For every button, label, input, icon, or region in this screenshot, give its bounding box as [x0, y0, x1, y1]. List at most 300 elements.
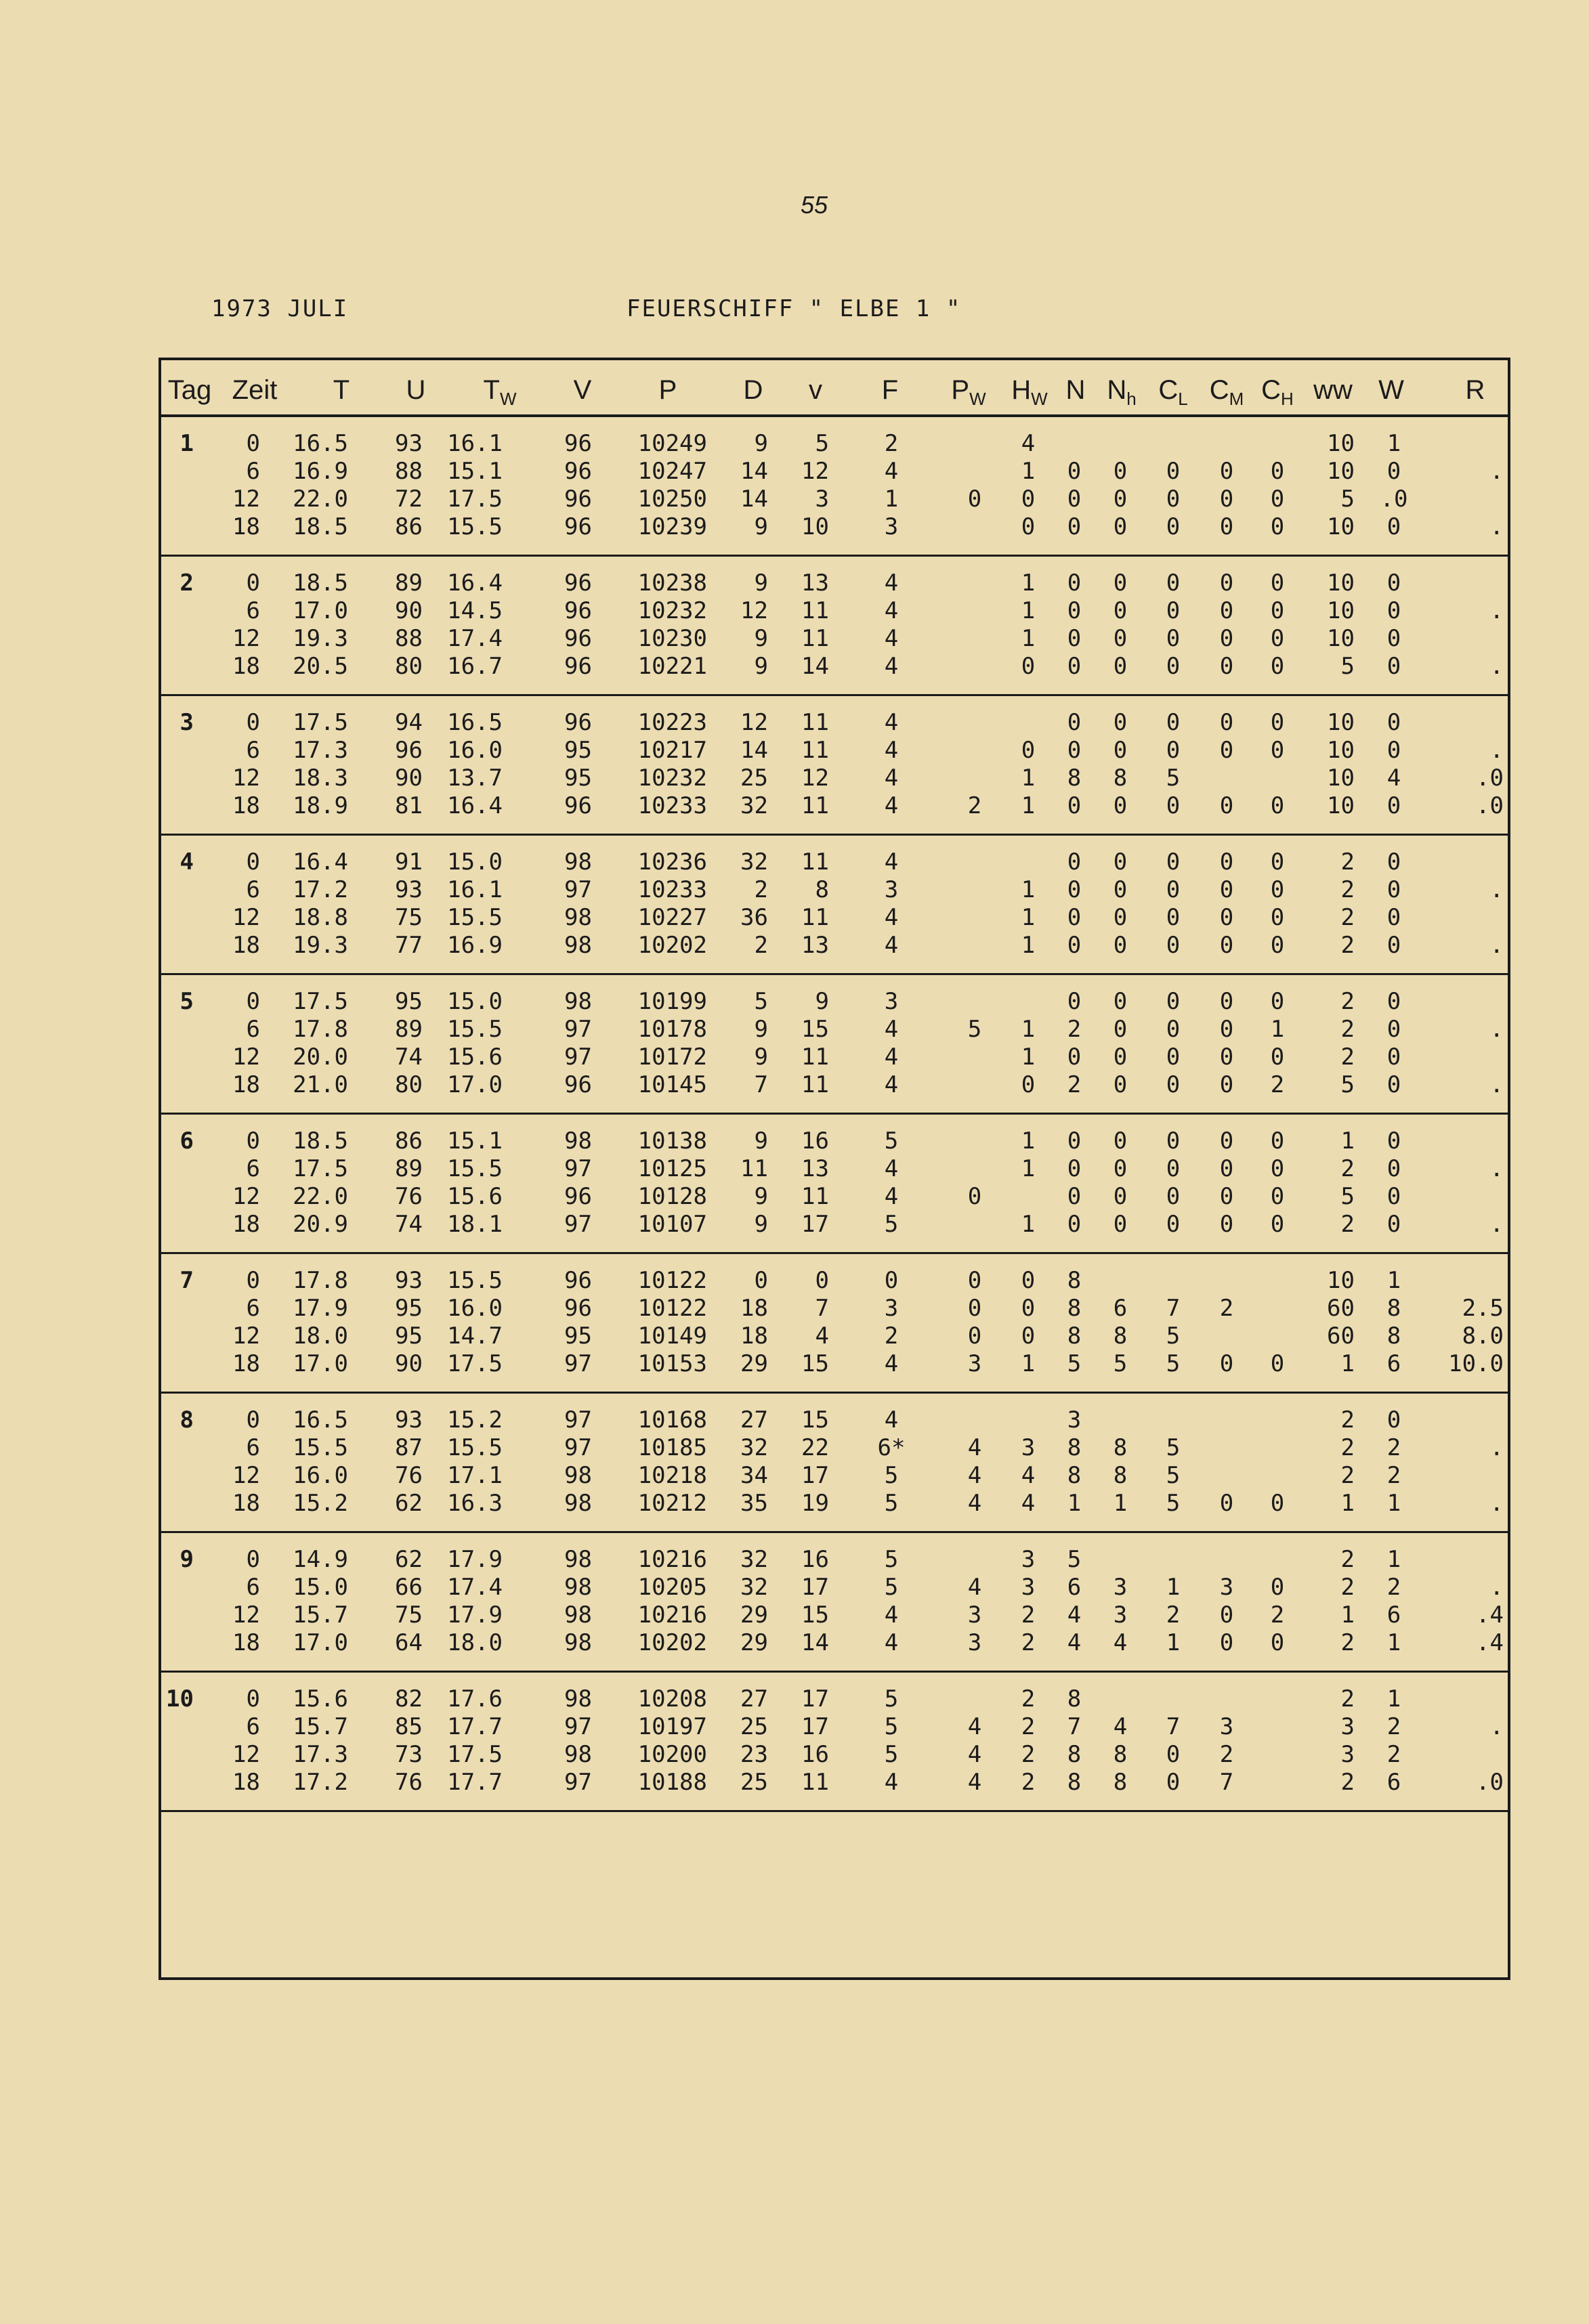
table-row [161, 1629, 1508, 1657]
table-row [161, 1015, 1508, 1043]
cell-ww: 1 [1340, 1601, 1355, 1629]
cell-d: 27 [740, 1406, 768, 1434]
cell-tw: 16.3 [447, 1490, 503, 1517]
cell-d: 25 [740, 1769, 768, 1796]
cell-ww: 2 [1340, 904, 1355, 931]
cell-pw: 4 [967, 1713, 982, 1740]
cell-v: 96 [564, 709, 592, 736]
cell-hw: 0 [1021, 486, 1036, 513]
cell-cm: 0 [1219, 1127, 1234, 1155]
cell-u: 86 [395, 1127, 423, 1155]
cell-v: 96 [564, 458, 592, 485]
cell-zeit: 0 [246, 1546, 260, 1573]
cell-w: .0 [1380, 486, 1408, 513]
cell-t: 18.9 [293, 792, 348, 819]
cell-t: 18.0 [293, 1322, 348, 1350]
table-row [161, 876, 1508, 904]
column-header-label: v [809, 375, 822, 405]
cell-cm: 2 [1219, 1295, 1234, 1322]
cell-f: 2 [884, 430, 899, 457]
cell-w: 0 [1386, 1406, 1401, 1434]
table-row [161, 513, 1508, 541]
cell-cl: 0 [1166, 709, 1181, 736]
cell-w: 8 [1386, 1322, 1401, 1350]
cell-p: 10247 [637, 458, 707, 485]
cell-u: 88 [395, 625, 423, 652]
column-header-v [809, 375, 822, 406]
cell-tw: 15.5 [447, 513, 503, 540]
cell-w: 1 [1386, 1267, 1401, 1294]
cell-w: 0 [1386, 569, 1401, 597]
cell-tw: 15.5 [447, 1016, 503, 1043]
cell-d: 14 [740, 737, 768, 764]
column-header-label: C [1261, 375, 1281, 405]
table-row [161, 569, 1508, 597]
cell-n: 0 [1067, 1211, 1082, 1238]
cell-cm: 0 [1219, 1183, 1234, 1210]
cell-zeit: 18 [232, 513, 260, 540]
day-block [161, 417, 1508, 557]
cell-zeit: 6 [246, 1295, 260, 1322]
cell-u: 93 [395, 1406, 423, 1434]
cell-v: 98 [564, 1490, 592, 1517]
cell-cm: 0 [1219, 513, 1234, 540]
cell-r: .0 [1476, 765, 1504, 792]
cell-w: 0 [1386, 1155, 1401, 1182]
cell-d: 9 [754, 430, 768, 457]
table-row [161, 736, 1508, 765]
cell-f: 3 [884, 988, 899, 1015]
cell-t: 17.0 [293, 1629, 348, 1656]
cell-ww: 5 [1340, 486, 1355, 513]
cell-ch: 0 [1270, 1490, 1285, 1517]
cell-w: 0 [1386, 904, 1401, 931]
cell-v: 96 [564, 513, 592, 540]
cell-u: 96 [395, 737, 423, 764]
cell-v: 96 [564, 1183, 592, 1210]
cell-ww: 2 [1340, 1629, 1355, 1656]
cell-tw: 17.9 [447, 1601, 503, 1629]
cell-hw: 1 [1021, 458, 1036, 485]
cell-zeit: 6 [246, 597, 260, 624]
cell-cl: 0 [1166, 1211, 1181, 1238]
cell-cl: 0 [1166, 569, 1181, 597]
cell-r: .0 [1476, 792, 1504, 819]
cell-t: 18.5 [293, 1127, 348, 1155]
cell-nh: 1 [1113, 1490, 1128, 1517]
cell-ww: 10 [1327, 513, 1355, 540]
cell-nh: 0 [1113, 876, 1128, 903]
cell-p: 10218 [637, 1462, 707, 1489]
cell-r: . [1489, 1016, 1504, 1043]
cell-v: 3 [815, 486, 829, 513]
cell-u: 62 [395, 1490, 423, 1517]
cell-t: 21.0 [293, 1071, 348, 1098]
cell-zeit: 12 [232, 765, 260, 792]
cell-cl: 0 [1166, 1016, 1181, 1043]
cell-ww: 2 [1340, 1574, 1355, 1601]
cell-tw: 17.6 [447, 1685, 503, 1713]
day-block [161, 836, 1508, 975]
cell-t: 15.2 [293, 1490, 348, 1517]
cell-pw: 0 [967, 486, 982, 513]
day-number: 6 [179, 1127, 194, 1155]
cell-t: 17.8 [293, 1267, 348, 1294]
cell-f: 4 [884, 1769, 899, 1796]
table-row [161, 903, 1508, 932]
cell-w: 0 [1386, 458, 1401, 485]
cell-n: 0 [1067, 1155, 1082, 1182]
cell-f: 5 [884, 1462, 899, 1489]
cell-u: 82 [395, 1685, 423, 1713]
cell-p: 10172 [637, 1043, 707, 1071]
cell-ww: 10 [1327, 1267, 1355, 1294]
cell-n: 6 [1067, 1574, 1082, 1601]
cell-f: 5 [884, 1546, 899, 1573]
cell-ww: 10 [1327, 792, 1355, 819]
cell-cm: 0 [1219, 458, 1234, 485]
table-row [161, 1434, 1508, 1462]
cell-v: 19 [801, 1490, 829, 1517]
cell-v: 14 [801, 653, 829, 680]
cell-p: 10200 [637, 1741, 707, 1768]
table-row [161, 764, 1508, 792]
cell-cm: 0 [1219, 737, 1234, 764]
cell-nh: 0 [1113, 904, 1128, 931]
cell-n: 5 [1067, 1546, 1082, 1573]
cell-cl: 5 [1166, 1350, 1181, 1377]
cell-p: 10197 [637, 1713, 707, 1740]
cell-u: 76 [395, 1183, 423, 1210]
cell-v: 11 [801, 1071, 829, 1098]
cell-ch: 0 [1270, 988, 1285, 1015]
cell-cm: 0 [1219, 876, 1234, 903]
year-month-label: 1973 JULI [211, 295, 349, 322]
column-header-label: C [1209, 375, 1229, 405]
cell-zeit: 0 [246, 569, 260, 597]
cell-w: 2 [1386, 1434, 1401, 1461]
cell-zeit: 18 [232, 1629, 260, 1656]
cell-p: 10232 [637, 765, 707, 792]
cell-n: 5 [1067, 1350, 1082, 1377]
cell-hw: 2 [1021, 1629, 1036, 1656]
cell-n: 8 [1067, 1295, 1082, 1322]
column-header-cm [1210, 375, 1244, 410]
cell-hw: 1 [1021, 765, 1036, 792]
cell-ww: 2 [1340, 1462, 1355, 1489]
cell-nh: 0 [1113, 458, 1128, 485]
column-header-cl [1158, 375, 1187, 410]
cell-f: 5 [884, 1741, 899, 1768]
cell-pw: 5 [967, 1016, 982, 1043]
cell-ww: 2 [1340, 1406, 1355, 1434]
cell-tw: 13.7 [447, 765, 503, 792]
cell-cm: 0 [1219, 653, 1234, 680]
cell-v: 98 [564, 848, 592, 876]
cell-r: . [1489, 932, 1504, 959]
cell-d: 36 [740, 904, 768, 931]
table-row [161, 1127, 1508, 1155]
cell-f: 5 [884, 1685, 899, 1713]
cell-w: 0 [1386, 653, 1401, 680]
cell-d: 29 [740, 1601, 768, 1629]
cell-w: 2 [1386, 1574, 1401, 1601]
table-row [161, 624, 1508, 653]
cell-w: 8 [1386, 1295, 1401, 1322]
cell-d: 2 [754, 932, 768, 959]
cell-t: 15.6 [293, 1685, 348, 1713]
column-header-label: W [1378, 375, 1404, 405]
cell-cl: 1 [1166, 1629, 1181, 1656]
cell-pw: 2 [967, 792, 982, 819]
cell-v: 0 [815, 1267, 829, 1294]
cell-v: 97 [564, 1350, 592, 1377]
cell-hw: 4 [1021, 1462, 1036, 1489]
table-row [161, 1182, 1508, 1211]
cell-t: 17.3 [293, 1741, 348, 1768]
cell-n: 3 [1067, 1406, 1082, 1434]
cell-d: 9 [754, 1016, 768, 1043]
cell-d: 0 [754, 1267, 768, 1294]
cell-w: 2 [1386, 1741, 1401, 1768]
cell-n: 0 [1067, 458, 1082, 485]
cell-tw: 14.7 [447, 1322, 503, 1350]
column-header-label: H [1011, 375, 1032, 405]
day-block [161, 696, 1508, 836]
cell-f: 4 [884, 792, 899, 819]
cell-hw: 1 [1021, 569, 1036, 597]
cell-f: 0 [884, 1267, 899, 1294]
cell-t: 15.7 [293, 1601, 348, 1629]
cell-nh: 0 [1113, 653, 1128, 680]
cell-n: 1 [1067, 1490, 1082, 1517]
cell-tw: 17.4 [447, 625, 503, 652]
cell-cl: 5 [1166, 1434, 1181, 1461]
cell-v: 98 [564, 1601, 592, 1629]
cell-cm: 7 [1219, 1769, 1234, 1796]
cell-u: 85 [395, 1713, 423, 1740]
cell-nh: 5 [1113, 1350, 1128, 1377]
cell-zeit: 18 [232, 653, 260, 680]
cell-t: 18.5 [293, 513, 348, 540]
cell-zeit: 0 [246, 1685, 260, 1713]
cell-v: 98 [564, 1629, 592, 1656]
cell-n: 8 [1067, 1741, 1082, 1768]
cell-f: 4 [884, 1155, 899, 1182]
cell-nh: 0 [1113, 932, 1128, 959]
cell-zeit: 12 [232, 1462, 260, 1489]
cell-v: 97 [564, 1434, 592, 1461]
table-row [161, 1461, 1508, 1490]
cell-v: 98 [564, 1741, 592, 1768]
day-number: 10 [166, 1685, 194, 1713]
cell-t: 15.5 [293, 1434, 348, 1461]
cell-cl: 0 [1166, 1071, 1181, 1098]
cell-cl: 5 [1166, 1322, 1181, 1350]
cell-u: 74 [395, 1211, 423, 1238]
cell-n: 0 [1067, 904, 1082, 931]
cell-v: 96 [564, 1267, 592, 1294]
cell-r: . [1489, 513, 1504, 540]
cell-p: 10185 [637, 1434, 707, 1461]
cell-v: 17 [801, 1685, 829, 1713]
cell-p: 10125 [637, 1155, 707, 1182]
cell-n: 0 [1067, 1127, 1082, 1155]
cell-tw: 16.1 [447, 876, 503, 903]
cell-zeit: 18 [232, 1490, 260, 1517]
cell-ch: 0 [1270, 709, 1285, 736]
cell-hw: 1 [1021, 1016, 1036, 1043]
cell-u: 93 [395, 1267, 423, 1294]
cell-r: . [1489, 1155, 1504, 1182]
cell-cl: 0 [1166, 988, 1181, 1015]
cell-w: 0 [1386, 1043, 1401, 1071]
cell-w: 0 [1386, 932, 1401, 959]
cell-nh: 0 [1113, 1071, 1128, 1098]
cell-t: 17.2 [293, 1769, 348, 1796]
table-row [161, 1071, 1508, 1099]
cell-zeit: 12 [232, 1322, 260, 1350]
cell-ww: 10 [1327, 430, 1355, 457]
cell-n: 0 [1067, 1043, 1082, 1071]
cell-t: 20.0 [293, 1043, 348, 1071]
cell-v: 8 [815, 876, 829, 903]
cell-v: 96 [564, 569, 592, 597]
cell-ch: 0 [1270, 653, 1285, 680]
cell-tw: 15.6 [447, 1043, 503, 1071]
cell-f: 4 [884, 458, 899, 485]
cell-ww: 2 [1340, 988, 1355, 1015]
cell-cl: 0 [1166, 876, 1181, 903]
column-header-pw [951, 375, 986, 410]
cell-cl: 1 [1166, 1574, 1181, 1601]
cell-ch: 0 [1270, 625, 1285, 652]
table-row [161, 1350, 1508, 1378]
cell-u: 76 [395, 1769, 423, 1796]
cell-d: 25 [740, 765, 768, 792]
cell-r: . [1489, 597, 1504, 624]
cell-nh: 0 [1113, 513, 1128, 540]
cell-f: 4 [884, 737, 899, 764]
cell-t: 17.5 [293, 1155, 348, 1182]
cell-u: 95 [395, 1295, 423, 1322]
cell-v: 9 [815, 988, 829, 1015]
cell-ww: 2 [1340, 848, 1355, 876]
cell-n: 0 [1067, 709, 1082, 736]
cell-v: 14 [801, 1629, 829, 1656]
cell-pw: 3 [967, 1350, 982, 1377]
cell-zeit: 12 [232, 1043, 260, 1071]
cell-p: 10249 [637, 430, 707, 457]
column-header-label: P [658, 375, 677, 405]
cell-tw: 16.7 [447, 653, 503, 680]
cell-zeit: 18 [232, 1211, 260, 1238]
cell-r: . [1489, 653, 1504, 680]
cell-ch: 2 [1270, 1601, 1285, 1629]
cell-ch: 0 [1270, 486, 1285, 513]
day-number: 9 [179, 1546, 194, 1573]
cell-zeit: 12 [232, 904, 260, 931]
cell-ch: 0 [1270, 1043, 1285, 1071]
cell-ch: 2 [1270, 1071, 1285, 1098]
cell-ch: 0 [1270, 569, 1285, 597]
column-header-subscript: M [1229, 389, 1244, 409]
cell-u: 81 [395, 792, 423, 819]
cell-hw: 3 [1021, 1434, 1036, 1461]
cell-zeit: 0 [246, 1406, 260, 1434]
cell-nh: 0 [1113, 569, 1128, 597]
column-header-subscript: W [499, 389, 517, 409]
day-block [161, 1533, 1508, 1673]
cell-v: 15 [801, 1350, 829, 1377]
cell-hw: 2 [1021, 1741, 1036, 1768]
day-block [161, 1115, 1508, 1254]
cell-ww: 10 [1327, 709, 1355, 736]
cell-f: 2 [884, 1322, 899, 1350]
cell-ch: 0 [1270, 1574, 1285, 1601]
cell-d: 32 [740, 1546, 768, 1573]
cell-zeit: 12 [232, 1183, 260, 1210]
day-block [161, 1394, 1508, 1533]
cell-zeit: 18 [232, 1350, 260, 1377]
cell-cl: 0 [1166, 1043, 1181, 1071]
cell-d: 9 [754, 569, 768, 597]
cell-p: 10199 [637, 988, 707, 1015]
cell-cm: 0 [1219, 1043, 1234, 1071]
column-header-ch [1261, 375, 1294, 410]
cell-cl: 0 [1166, 1769, 1181, 1796]
day-number: 2 [179, 569, 194, 597]
cell-tw: 16.4 [447, 569, 503, 597]
cell-u: 87 [395, 1434, 423, 1461]
table-row [161, 1210, 1508, 1239]
cell-u: 93 [395, 876, 423, 903]
cell-n: 0 [1067, 597, 1082, 624]
cell-v: 97 [564, 1211, 592, 1238]
cell-cl: 0 [1166, 1127, 1181, 1155]
cell-ch: 0 [1270, 1629, 1285, 1656]
cell-tw: 16.9 [447, 932, 503, 959]
cell-w: 0 [1386, 1211, 1401, 1238]
cell-w: 0 [1386, 876, 1401, 903]
cell-w: 6 [1386, 1601, 1401, 1629]
cell-tw: 17.7 [447, 1713, 503, 1740]
day-number: 1 [179, 430, 194, 457]
column-header-hw [1011, 375, 1047, 410]
cell-n: 0 [1067, 876, 1082, 903]
table-row [161, 457, 1508, 486]
cell-v: 11 [801, 709, 829, 736]
cell-tw: 14.5 [447, 597, 503, 624]
cell-r: . [1489, 1574, 1504, 1601]
cell-cl: 0 [1166, 1741, 1181, 1768]
cell-u: 93 [395, 430, 423, 457]
cell-v: 17 [801, 1713, 829, 1740]
column-header-w [1378, 375, 1404, 406]
cell-ch: 0 [1270, 792, 1285, 819]
cell-u: 90 [395, 1350, 423, 1377]
cell-ww: 2 [1340, 1769, 1355, 1796]
cell-d: 18 [740, 1295, 768, 1322]
cell-v: 98 [564, 904, 592, 931]
cell-p: 10208 [637, 1685, 707, 1713]
cell-tw: 17.7 [447, 1769, 503, 1796]
cell-cl: 5 [1166, 765, 1181, 792]
cell-p: 10205 [637, 1574, 707, 1601]
cell-v: 11 [801, 625, 829, 652]
cell-ch: 0 [1270, 597, 1285, 624]
cell-v: 96 [564, 625, 592, 652]
